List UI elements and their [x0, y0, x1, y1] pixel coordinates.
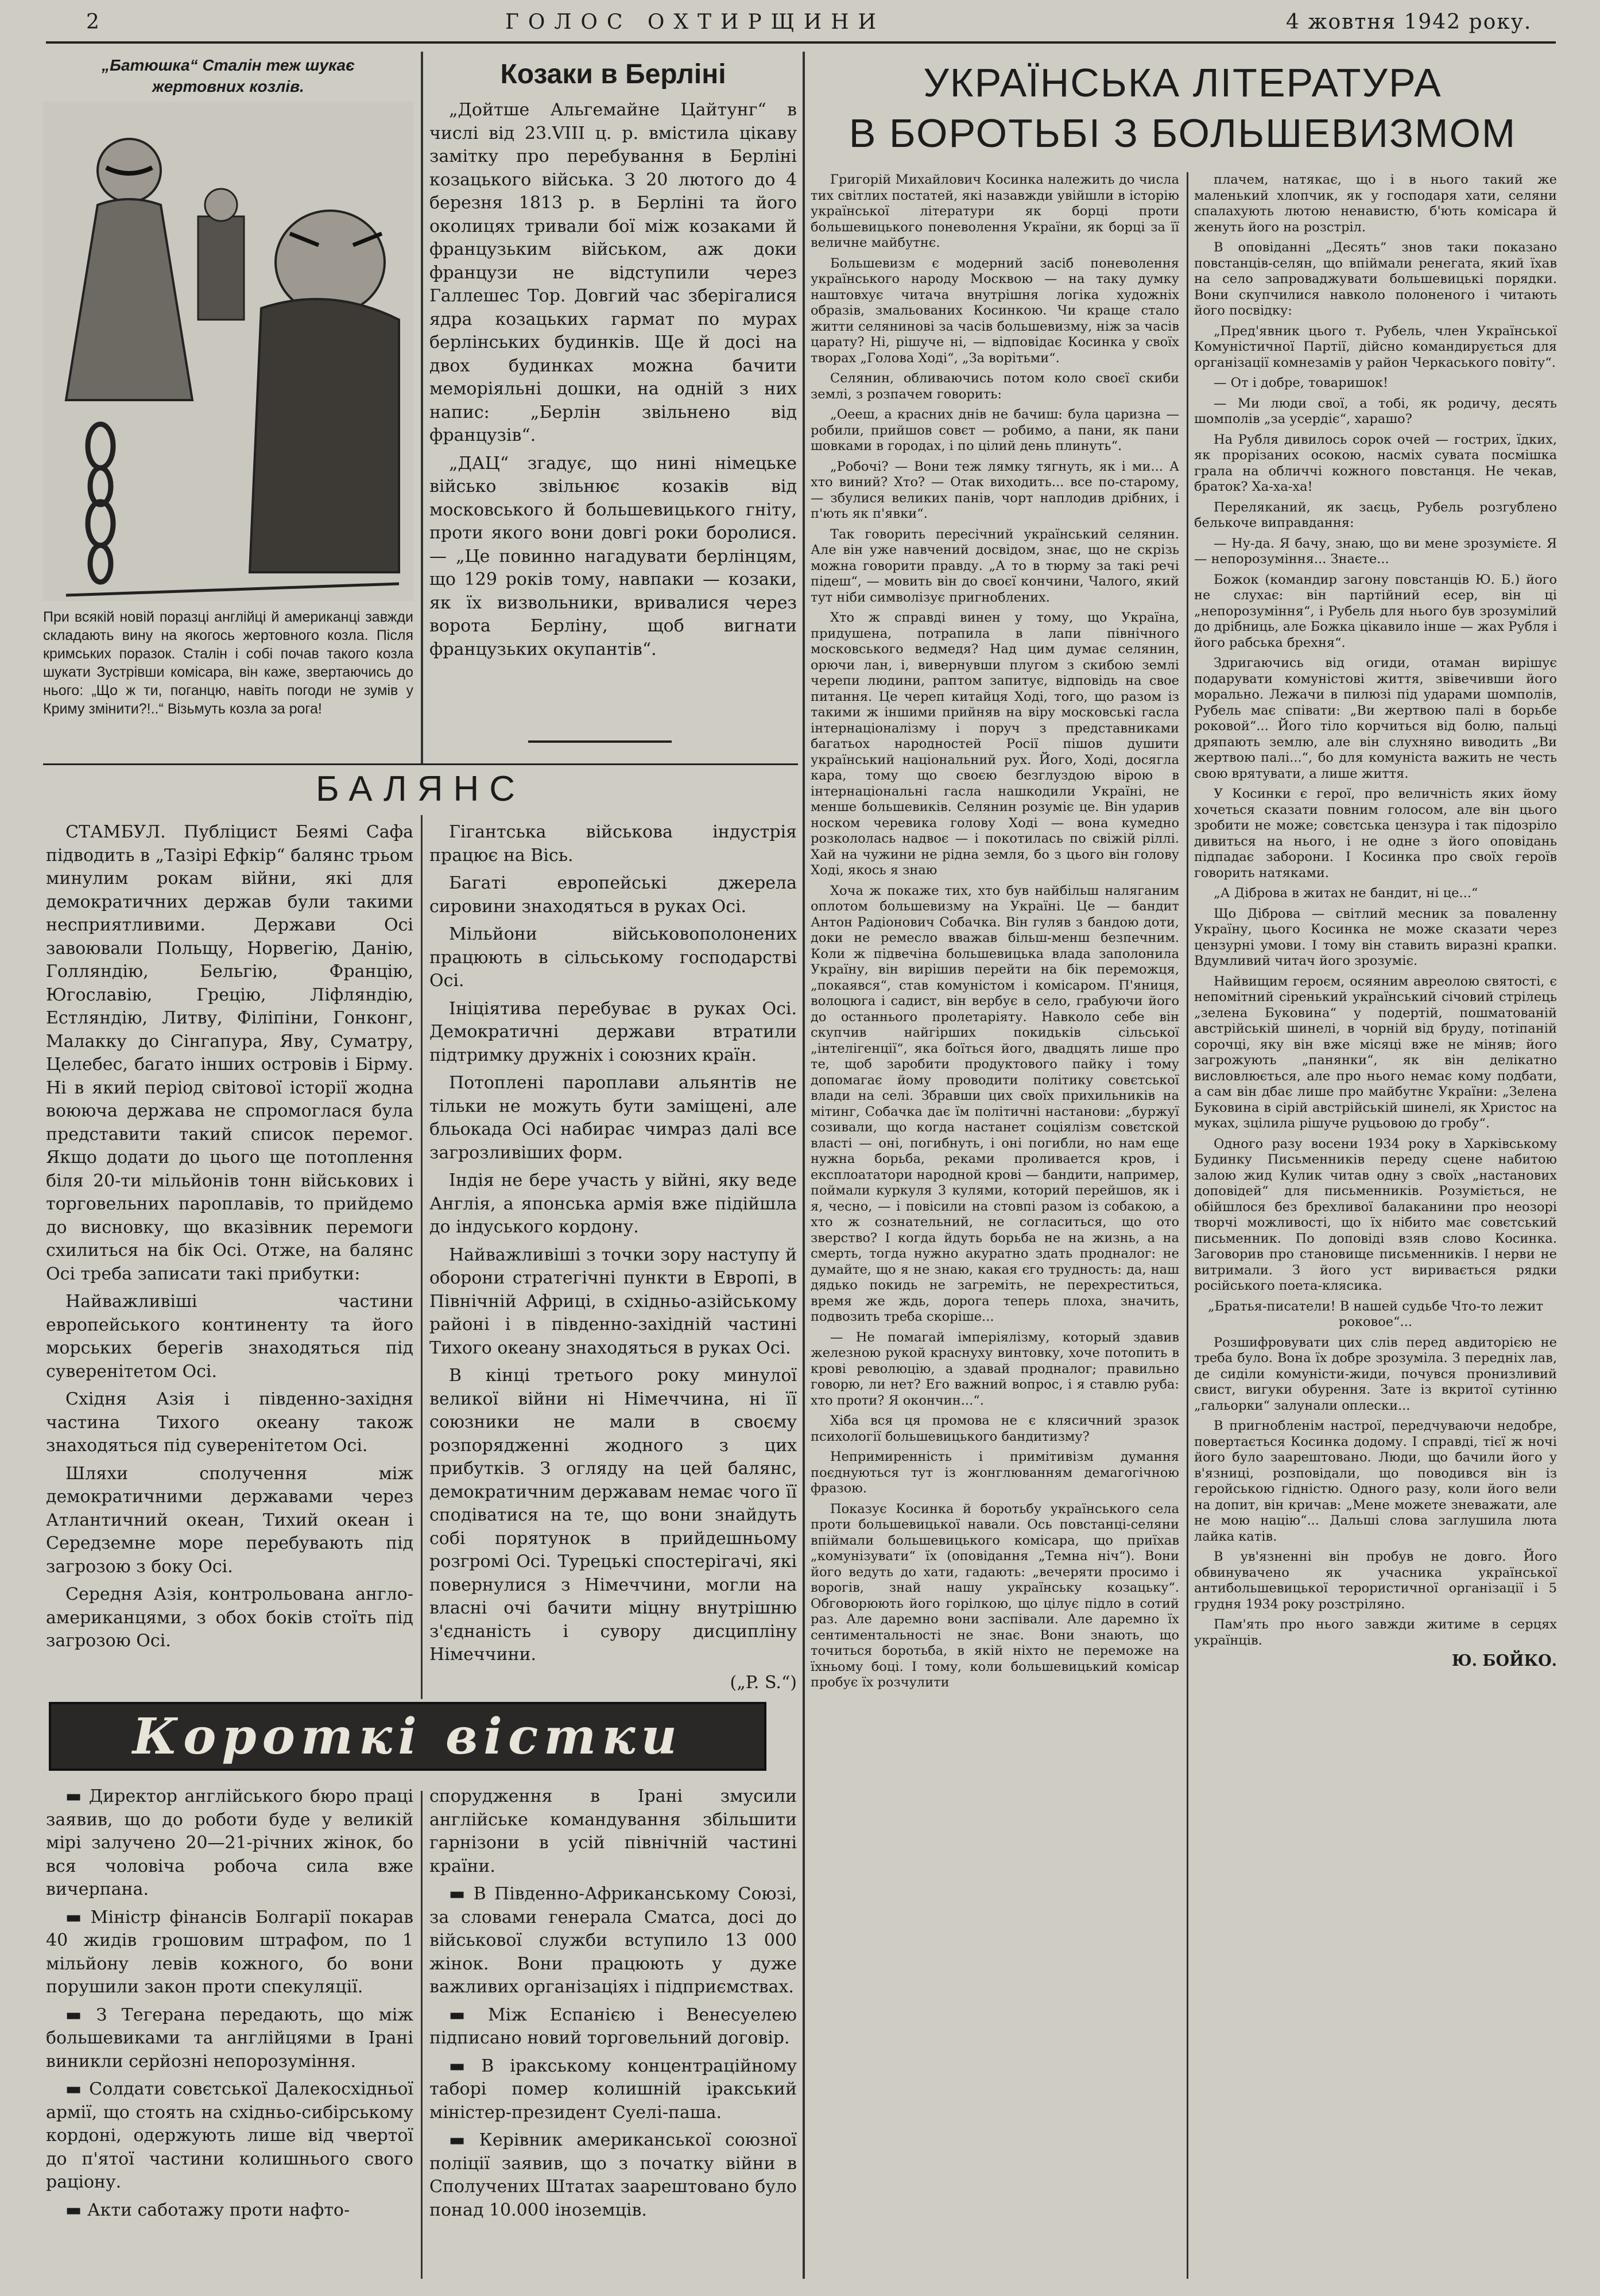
literatura-paragraph: В пригнобленім настрої, передчуваючи недобре, повертається Косинка додому. І справді, тієї ж ночі його було заарештовано. Люди, що бачили його у в'язниці, розповідали, що поводився він із геройською гідністю. Одного разу, коли його вели на допит, він кричав: „Мене можете зневажати, але не мою націю“... Дальші слова заглушила люта лайка катів. — [1194, 1418, 1557, 1544]
korotki-item: ▬ В іракському концентраційному таборі помер колишній іракський міністер-президент Суелі-паша. — [429, 2055, 797, 2123]
column-rule-3 — [1187, 172, 1188, 2279]
korotki-item: ▬ Міністр фінансів Болгарії покарав 40 жидів грошовим штрафом, по 1 мільйону левів кожного, бо вони порушили закон проти спекуляції. — [46, 1907, 414, 1997]
korotki-item: ▬ Акти саботажу проти нафто- — [65, 2200, 350, 2220]
literatura-paragraph: плачем, натякає, що і в нього такий же маленький хлопчик, як у господаря хати, селяни спалахують лютою ненавистю, б'ють комісара й женуть його на розстріл. — [1194, 172, 1557, 235]
stalin-goat-illustration — [43, 102, 413, 601]
balans-paragraph: Індія не бере участь у війні, яку веде Англія, а японська армія вже підійшла до індуського кордону. — [429, 1170, 797, 1237]
issue-date: 4 жовтня 1942 року. — [1286, 10, 1532, 34]
korotki-banner — [49, 1702, 766, 1771]
korotki-item: ▬ В Південно-Африканському Союзі, за словами генерала Сматса, досі до військової служби вступило 13 000 жінок. Вони працюють у дуже важливих організаціях і підприємствах. — [429, 1884, 797, 1997]
balans-paragraph: Потоплені пароплави альянтів не тільки не можуть бути заміщені, але бльокада Осі набирає чимраз далі все загрозливіших форм. — [429, 1073, 797, 1163]
literatura-paragraph: Божок (командир загону повстанців Ю. Б.) його не слухає: він партійний есер, він ці „непорозуміння“, і Рубель для нього був зрозумілий до дрібниць, але Божка цікавило інше — жах Рубля і його рабська брехня“. — [1194, 572, 1557, 650]
literatura-signature: Ю. БОЙКО. — [1451, 1652, 1557, 1670]
korotki-item: ▬ З Тегерана передають, що між большевиками та англійцями в Ірані виникли серйозні непорозуміння. — [46, 2004, 413, 2072]
bullet-icon: ▬ — [449, 2055, 482, 2076]
bullet-icon: ▬ — [65, 1907, 91, 1927]
balans-title: БАЛЯНС — [315, 769, 526, 809]
literatura-paragraph: „Оееш, а красних днів не бачиш: була царизна — робили, прийшов совєт — робимо, а пани, як пани шовками в городах, і по цілий день плинуть“. — [811, 407, 1179, 453]
literatura-paragraph: Большевизм є модерний засіб поневолення українського народу Москвою — на таку думку наштовхує читача внутрішня логіка художніх образів, змальованих Косинкою. Чи краще стало житти селянинові за часів большевизму, ніж за часів царату? Ні, рішуче ні, — відповідає Косинка у своїх творах „Голова Ході“, „За ворітьми“. — [811, 255, 1179, 366]
literatura-paragraph: — Не помагай імперіялізму, который здавив железною рукой краснуху винтовку, хоче потопить в крові революцію, а здавай продналог; правильно говорю, ли нет? Его важний вопрос, і я ставлю руба: хто проти? Я окончин...“. — [811, 1329, 1179, 1408]
balans-paragraph: Шляхи сполучення між демократичними державами через Атлантичний океан, Тихий океан і Середземне море перебувають під загрозою з боку Осі. — [46, 1463, 413, 1577]
balans-paragraph: Східня Азія і південно-західня частина Тихого океану також знаходяться під суверенітетом Осі. — [46, 1389, 413, 1456]
bullet-icon: ▬ — [65, 2079, 90, 2099]
literatura-paragraph: Так говорить пересічний український селянин. Але він уже навчений досвідом, знає, що не скрізь можна говорити правду. „А то в тюрму за такі речі підеш“, — мовить він до своєї кончини, Чалого, який тут ніби символізує пригноблених. — [811, 526, 1179, 605]
kozaky-end-rule — [528, 740, 672, 743]
bullet-icon: ▬ — [449, 1884, 474, 1904]
korotki-item: ▬ Директор англійського бюро праці заявив, що до роботи буде у великій мірі залучено 20—21-річних жінок, бо вся чоловіча робоча сила вже вичерпана. — [46, 1786, 413, 1899]
literatura-paragraph: — От і добре, товаришок! — [1214, 375, 1389, 390]
cartoon-block — [43, 55, 413, 763]
bullet-icon: ▬ — [65, 1786, 89, 1806]
literatura-paragraph: Хіба вся ця промова не є клясичний зразок психології большевицького бандитизму? — [811, 1413, 1179, 1444]
column-rule-balans — [421, 815, 423, 1699]
balans-signature: („P. S.“) — [730, 1672, 797, 1693]
column-rule-2 — [803, 52, 805, 2279]
literatura-paragraph: У Косинки є герої, про величність яких йому хочеться сказати повним голосом, але він цього зробити не може; совєтська цензура і так підозріло дивиться на нього, і не одне з його оповідань підпадає заборони. І Косинка про своїх героїв говорить натяками. — [1194, 786, 1557, 881]
kozaky-paragraph: „ДАЦ“ згадує, що нині німецьке військо звільнює козаків від московського й большевицького гніту, проти якого вони довгі роки боролися. — „Це повинно нагадувати берлінцям, що 129 років тому, навпаки — козаки, як їх визвольники, вривалися через ворота Берліну, щоб вигнати французьких окупантів“. — [429, 453, 797, 660]
bullet-icon: ▬ — [449, 2004, 488, 2025]
literatura-paragraph: Хто ж справді винен у тому, що Україна, придушена, потрапила в лапи північного московського ведмедя? Над цим думає селянин, орючи лан, і, вивернувши плугом з скибою землі черепи людини, раптом запитує, відповідь на свое питання. Це череп китайця Ході, того, що разом із такими ж іншими прийняв на віру московські гасла інтернаціоналізму і поруч з представниками багатьох народностей Росії пішов душити український національний рух. Його, Ході, досягла кара, тому що своєю безглуздою вірою в інтернаціональні гасла нашкодили Україні, не менше большевиків. Селянин розуміє це. Він ударив носком черевика голову Ході — вона кумедно розкололась надвоє — і покотилась по свіжій ріллі. Хай на чужини не рідна земля, бо з цього він голову Ході, якось я знаю — [811, 610, 1179, 878]
balans-paragraph: СТАМБУЛ. Публіцист Беямі Сафа підводить в „Тазірі Ефкір“ балянс трьом минулим рокам війни, які для демократичних держав були такими несприятливими. Держави Осі завоювали Польщу, Норвегію, Данію, Голляндію, Бельгію, Францію, Югославію, Грецію, Ліфляндію, Естляндію, Литву, Філіпіни, Гонконг, Малакку до Сінгапура, Яву, Суматру, Целебес, багато інших островів і Бірму. Ні в який період світової історії жодна воююча держава не спромоглася була представити такий список перемог. Якщо додати до цього ще потоплення біля 20-ти мільйонів тонн військових і торговельних пароплавів, то прийдемо до висновку, що вказівник перемоги схилиться на бік Осі. Отже, на балянс Осі треба записати такі прибутки: — [46, 822, 413, 1284]
balans-paragraph: Багаті европейські джерела сировини знаходяться в руках Осі. — [429, 873, 797, 917]
header-rule — [46, 41, 1556, 44]
balans-paragraph: Найважливіші частини европейського континенту та його морських берегів знаходяться під суверенітетом Осі. — [46, 1292, 413, 1382]
korotki-item: ▬ Солдати совєтської Далекосхідньої армії, що стоять на східньо-сибірському кордоні, одержують лише від чвертої до п'ятої частини колишнього свого раціону. — [46, 2079, 413, 2192]
literatura-paragraph: На Рубля дивилось сорок очей — гострих, їдких, як прорізаних осокою, насміх сувата посмішка грала на обличчі кожного повстанця. Не чекав, браток? Ха-ха-ха! — [1194, 432, 1557, 494]
balans-paragraph: В кінці третього року минулої великої війни ні Німеччина, ні її союзники не мали в своєму розпорядженні жодного з цих прибутків. З огляду на цей балянс, демократичним державам немає чого її сподіватися на те, що вони знайдуть собі порятунок в прийдешньому розгромі Осі. Турецькі спостерігачі, які повернулися з Німеччини, могли на власні очі бачити міцну внутрішню з'єднаність і сувору дисципліну Німеччини. — [429, 1366, 797, 1665]
literatura-paragraph: „Робочі? — Вони теж лямку тягнуть, як і ми... А хто виний? Хто? — Отак виходить... все по-старому, — збулися великих панів, чорт наплодив дрібних, і п'ють як п'явки“. — [811, 459, 1179, 521]
literatura-paragraph: Непримиренність і примітивізм думання поєднуються тут із жонглюванням демагогічною фразою. — [811, 1449, 1179, 1496]
masthead: ГОЛОС ОХТИРЩИНИ — [505, 10, 885, 34]
korotki-item: ▬ Керівник американської союзної поліції заявив, що з початку війни в Сполучених Штатах заарештовано було понад 10.000 іноземців. — [429, 2130, 797, 2220]
cartoon-caption-top: „Батюшка“ Сталін теж шукає жертовних козлів. — [102, 56, 355, 95]
balans-column-1 — [46, 821, 413, 1658]
literatura-paragraph: Пам'ять про нього завжди житиме в серцях українців. — [1194, 1617, 1557, 1648]
bullet-icon: ▬ — [449, 2130, 479, 2150]
balans-paragraph: Ініціятива перебуває в руках Осі. Демократичні держави втратили підтримку дружніх і союзних країн. — [429, 998, 797, 1065]
literatura-quote: „Братья-писатели! В нашей судьбе Что-то лежит роковое“... — [1207, 1298, 1544, 1329]
balans-top-rule — [43, 763, 798, 765]
literatura-paragraph: Селянин, обливаючись потом коло своєї скиби землі, з розпачем говорить: — [811, 371, 1179, 402]
literatura-paragraph: Здригаючись від огиди, отаман вирішує подарувати комуністові життя, звівечивши його морально. Лежачи в пилюзі під ударами шомполів, Рубель має співати: „Ви жертвою палі в борьбе роковой“... Його тіло корчиться від болю, пальці дряпають землю, але він слухняно виводить „Ви жертвою палі...“, бо для комуніста важить не честь свою врятувати, а лише життя. — [1194, 656, 1557, 781]
literatura-paragraph: Показує Косинка й боротьбу українського села проти большевицької навали. Ось повстанці-селяни впіймали большевицького комісара, що приїхав „комунізувати“ їх (оповідання „Темна ніч“). Вони його ведуть до хати, гадають: „вечеряти просимо і ворогів, знай нашу українську козацьку“. Обговорюють його горілкою, що цілує підло в сотий раз. Але даремно вони заспівали. Але даремно їх сентиментальності не знає. Вони знають, що точиться боротьба, в якій ніхто не переможе на їхньому боці. І тому, коли большевицький комісар пробує їх розчулити — [811, 1501, 1179, 1690]
literatura-paragraph: „Пред'явник цього т. Рубель, член Української Комуністичної Партії, дійсно командирується для організації комнезамів у район Черкаського повіту“. — [1194, 323, 1557, 370]
literatura-paragraph: — Ми люди свої, а тобі, як родичу, десять шомполів „за усердіє“, харашо? — [1194, 395, 1557, 426]
column-rule-1 — [421, 52, 423, 763]
literatura-column-1 — [811, 172, 1179, 1696]
literatura-paragraph: Одного разу восени 1934 року в Харківському Будинку Письменників переду сцене набитою залою жид Кулик читав одну з своїх „настанових доповідей“ для письменників. Розуміється, не обійшлося без брехливої балаканини про неозорі творчі можливості, що їх нібито має совєтський письменник. По доповіді взяв слово Косинка. Заговорив про становище письменників. І нерви не витримали. З його уст виривається рядки російського поета-клясика. — [1194, 1136, 1557, 1293]
literatura-title-line-1: УКРАЇНСЬКА ЛІТЕРАТУРА — [923, 60, 1442, 105]
literatura-paragraph: Що Діброва — світлий месник за поваленну Україну, цього Косинка не може сказати через цензурні умови. І тому він ставить виразні крапки. Вдумливий читач його зрозуміє. — [1194, 906, 1557, 968]
balans-paragraph: Гігантська військова індустрія працює на Вісь. — [429, 822, 797, 866]
literatura-title — [809, 57, 1556, 158]
literatura-paragraph: В ув'язненні він пробув не довго. Його обвинувачено як учасника української антибольшевицької терористичної організації і 5 грудня 1934 року розстріляно. — [1194, 1549, 1557, 1612]
literatura-paragraph: Григорій Михайлович Косинка належить до числа тих світлих постатей, які назавжди увійшли в історію української літератури як борці проти большевицького поневолення України, як борці за її величне майбутнє. — [811, 172, 1179, 250]
korotki-banner-title: Короткі вістки — [132, 1707, 683, 1766]
literatura-paragraph: „А Діброва в житах не бандит, ні це...“ — [1214, 886, 1478, 901]
literatura-paragraph: В оповіданні „Десять“ знов таки показано повстанців-селян, що впіймали ренегата, який їхав на село запроваджувати большевицькі порядки. Вони скупчилися навколо полоненого і читають його посвідку: — [1194, 240, 1557, 318]
literatura-paragraph: Хоча ж покаже тих, хто був найбільш наляганим оплотом большевизму на Україні. Це — бандит Антон Радіонович Собачка. Він гуляв з бандою доти, доки не ремесло вважав більш-менш безпечним. Коли ж підвечіна большевицька влада заполонила Україну, він вирішив перейти на бік переможця, „покаявся“, став комуністом і комісаром. П'яниця, волоцюга і садист, він вербує в село, грабуючи його до останнього пролетаріяту. Навколо себе він скупчив найгірших покидьків сільської „інтелігенції“, яка боїться його, двадцять лише про те, щоб заробити продуктового пайку і тому допомагає йому проводити політику совєтської влади на селі. Збравши цих своїх прихильників на мітинг, Собачка дає їм політичні настанови: „буржуї созивали, що когда настанет соціялізм совєтской власті — оні, погибнуть, і оні погибли, но нам еще нужна борьба, реками проливается кров, і експлоататори народной крові — бандити, например, поймали куркуля 3 кулями, которий перейшов, як і я, чесно, — і повісили на стовпі разом із собакою, а хто ж сознательний, не соглаcиться, що ото зверство? І когда йдуть борьба не на жизнь, а на смерть, тогда нужно акуратно здать продналог: не думайте, що я не знаю, какая єго трудность: да, наш дядько покидь не загреміть, не перехреститься, время же ждь, дорога теперь плоха, значить, подвозить треба скоріше... — [811, 883, 1179, 1324]
korotki-column-2 — [429, 1785, 797, 2227]
kozaky-title: Козаки в Берліні — [500, 59, 726, 90]
balans-column-2 — [429, 821, 797, 1699]
literatura-column-2 — [1194, 172, 1557, 1674]
balans-paragraph: Середня Азія, контрольована англо-американцями, з обох боків стоїть під загрозою Осі. — [46, 1584, 413, 1651]
korotki-item: спорудження в Ірані змусили англійське командування збільшити гарнізони в усій північній частині країни. — [429, 1786, 797, 1876]
balans-paragraph: Мільйони військовополонених працюють в сільському господарстві Осі. — [429, 924, 797, 991]
kozaky-article — [429, 57, 797, 666]
column-rule-korotki — [421, 1791, 423, 2279]
page-number: 2 — [86, 10, 100, 34]
balans-paragraph: Найважливіші з точки зору наступу й оборони стратегічні пункти в Европі, в Північній Африці, в східньо-азійському районі і в південно-західній частині Тихого океану знаходяться в руках Осі. — [429, 1244, 797, 1358]
bullet-icon: ▬ — [65, 2004, 96, 2025]
literatura-paragraph: — Ну-да. Я бачу, знаю, що ви мене зрозумієте. Я — непорозуміння... Знаєте... — [1194, 536, 1557, 567]
literatura-title-line-2: В БОРОТЬБІ З БОЛЬШЕВИЗМОМ — [849, 111, 1517, 156]
kozaky-paragraph: „Дойтше Альгемайне Цайтунг“ в числі від 23.VIII ц. р. вмістила цікаву замітку про перебування в Берліні козацького війська. З 20 лютого до 4 березня 1813 р. в Берліні та його околицях тривали бої між козаками й французьким військом, аж доки французи не відступили через Галлешес Тор. Довгий час зберігалися ядра козацьких гармат по мурах берлінських будинків. Ще й досі на двох будинках можна бачити меморіяльні дошки, на одній з них напис: „Берлін звільнено від французів“. — [429, 100, 797, 445]
bullet-icon: ▬ — [65, 2200, 87, 2220]
literatura-paragraph: Найвищим героєм, осяяним авреолою святості, є непомітний сіренький український січовий стрілець „зелена Буковина“ у подертій, пошматованій австрійській шинелі, в чорній від бруду, потіпаній сорочці, яку він вже місяці вже не міняв; його загрожують „панянки“, як він делікатно висловлюється, але про нього немає кому подбати, а сам він дбає лише про майбутнє України: „Зелена Буковина в сірій австрійській шинелі, як Христос на муках, зцілила рішуче руцьовою до гробу“. — [1194, 974, 1557, 1131]
cartoon-caption-bottom: При всякій новій поразці англійці й американці завжди складають вину на якогось жертовного козла. Після кримських поразок. Сталін і собі почав такого козла шукати Зустрівши комісара, він каже, звертаючись до нього: „Що ж ти, поганцю, навіть погоди не зумів у Криму змінити?!..“ Візьмуть козла за рога! — [43, 609, 413, 717]
korotki-column-1 — [46, 1785, 413, 2227]
korotki-item: ▬ Між Еспанією і Венесуелею підписано новий торговельний договір. — [429, 2004, 797, 2048]
literatura-paragraph: Переляканий, як заєць, Рубель розгублено белькоче виправдання: — [1194, 499, 1557, 530]
literatura-paragraph: Розшифровувати цих слів перед авдиторією не треба було. Вона їх добре зрозуміла. З передніх лав, де сиділи комуністи-жиди, почувся пронизливий свист, вигуки обурення. Зате із вкритої сутінню „гальорки“ залунали оплески... — [1194, 1335, 1557, 1413]
